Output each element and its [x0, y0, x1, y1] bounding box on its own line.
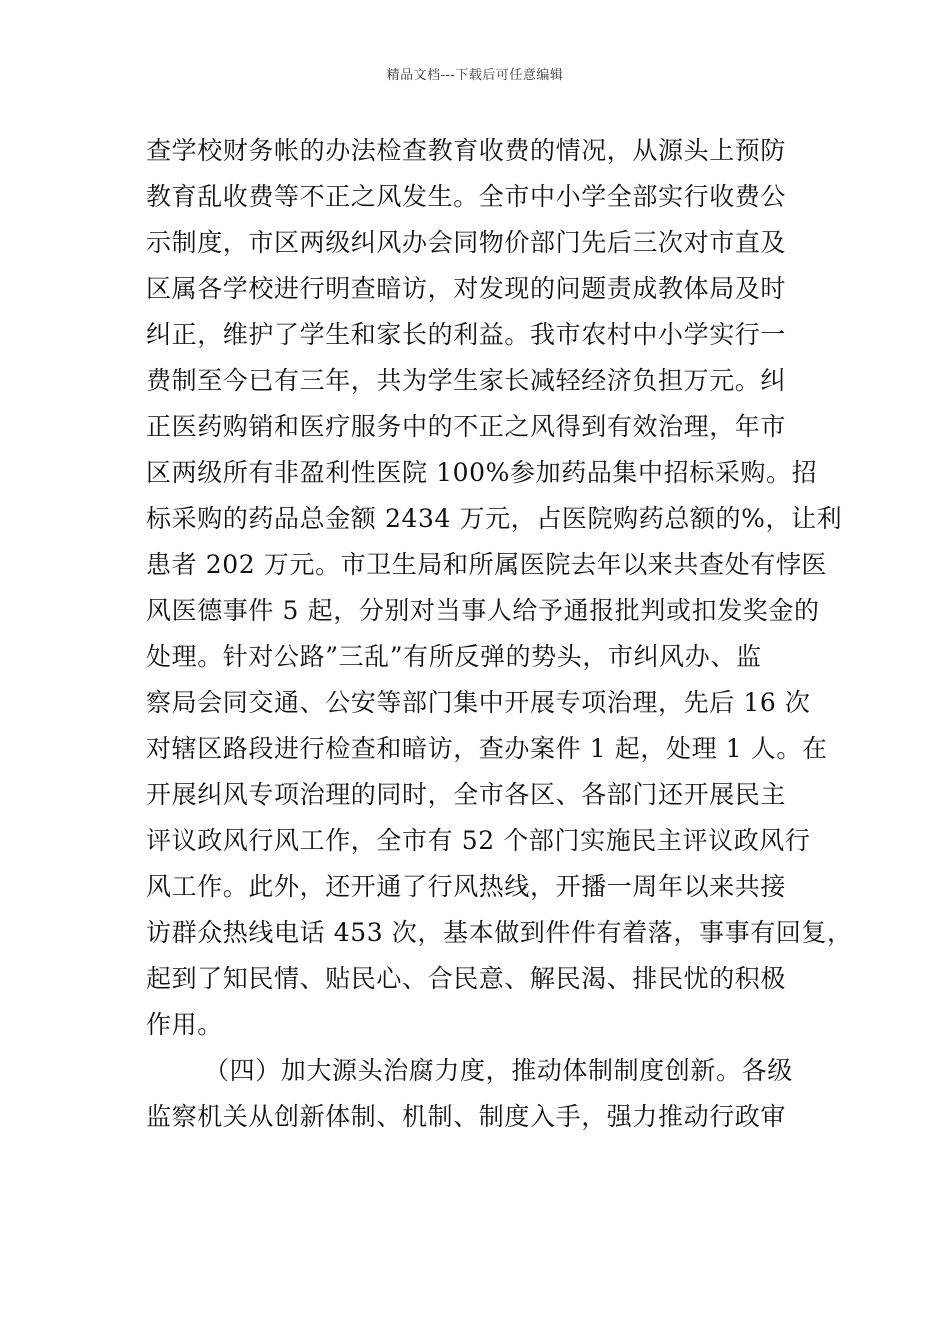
- text-line: 处理。针对公路”三乱”有所反弹的势头，市纠风办、监: [146, 642, 762, 671]
- text-line: （四）加大源头治腐力度，推动体制制度创新。各级: [204, 1056, 793, 1085]
- paragraph: [146, 128, 853, 1048]
- text-line: 访群众热线电话 453 次，基本做到件件有着落，事事有回复，: [146, 918, 853, 947]
- text-line: 作用。: [146, 1010, 223, 1039]
- text-line: 教育乱收费等不正之风发生。全市中小学全部实行收费公: [146, 182, 787, 211]
- text-line: 对辖区路段进行检查和暗访，查办案件 1 起，处理 1 人。在: [146, 734, 828, 763]
- document-body: [146, 128, 853, 1140]
- text-line: 患者 202 万元。市卫生局和所属医院去年以来共查处有悖医: [146, 550, 828, 579]
- text-line: 纠正，维护了学生和家长的利益。我市农村中小学实行一: [146, 320, 787, 349]
- page-header: 精品文档---下载后可任意编辑: [386, 68, 564, 83]
- text-line: 评议政风行风工作，全市有 52 个部门实施民主评议政风行: [146, 826, 811, 855]
- text-line: 区两级所有非盈利性医院 100%参加药品集中招标采购。招: [146, 458, 818, 487]
- text-line: 正医药购销和医疗服务中的不正之风得到有效治理，年市: [146, 412, 787, 441]
- text-line: 风工作。此外，还开通了行风热线，开播一周年以来共接: [146, 872, 787, 901]
- text-line: 示制度，市区两级纠风办会同物价部门先后三次对市直及: [146, 228, 787, 257]
- text-line: 风医德事件 5 起，分别对当事人给予通报批判或扣发奖金的: [146, 596, 820, 625]
- text-line: 监察机关从创新体制、机制、制度入手，强力推动行政审: [146, 1102, 787, 1131]
- text-line: 标采购的药品总金额 2434 万元，占医院购药总额的%，让利: [146, 504, 843, 533]
- text-line: 起到了知民情、贴民心、合民意、解民渴、排民忧的积极: [146, 964, 787, 993]
- text-line: 察局会同交通、公安等部门集中开展专项治理，先后 16 次: [146, 688, 811, 717]
- text-line: 开展纠风专项治理的同时，全市各区、各部门还开展民主: [146, 780, 787, 809]
- text-line: 费制至今已有三年，共为学生家长减轻经济负担万元。纠: [146, 366, 787, 395]
- text-line: 查学校财务帐的办法检查教育收费的情况，从源头上预防: [146, 136, 787, 165]
- paragraph: [146, 1048, 810, 1140]
- text-line: 区属各学校进行明查暗访，对发现的问题责成教体局及时: [146, 274, 787, 303]
